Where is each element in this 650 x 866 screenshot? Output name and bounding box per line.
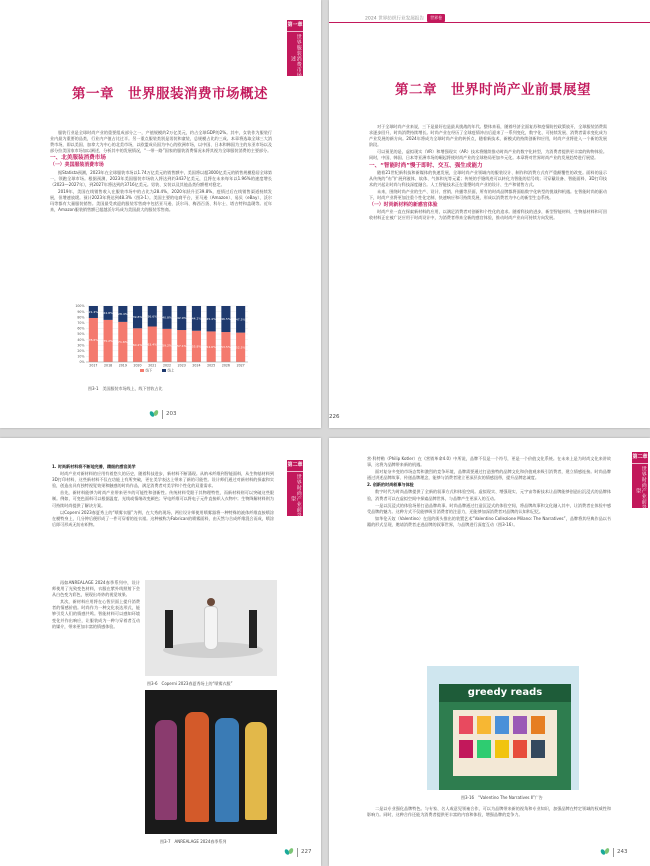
data-label: 78.6% xyxy=(88,338,99,343)
figure-caption: 图3-6 Coperni 2023春夏秀场上的“喷雾衣服” xyxy=(147,681,233,686)
intro-paragraph: 对于全球时尚产业来说，三下是最好也是最具挑战的年代。整体来看，随着经济全面复苏和疫情防控政策放开，全球服装消费需求逐步回升，时尚消费持续增长。时尚产业在经历了全球疫情冲击后迎来了一系列变化，数字化、可持续发展、消费者需求变化成为产业发展的新方向。2024年将成为全球时尚产业的转折点，随着新技术、新模式的持续创新和应用，时尚产业将进入一个新的发展阶段。 xyxy=(369,124,607,148)
book-cover xyxy=(531,740,545,758)
page-number: 203 xyxy=(166,411,177,417)
data-label: 75.2% xyxy=(103,339,113,344)
y-tick-label: 40% xyxy=(77,337,85,342)
data-label: 45.4% xyxy=(206,316,216,321)
body-paragraph: 2019年，美国在线销售收入在服装市场中的占比为28.4%，2020年跃升至39.8%，疫情过后在线销售渠道持续发展，但增速放缓。预计2023年将达到48.3%（图3-1）。美国主要的电商平台，亚马逊（Amazon）、易贝（eBay）、沃尔玛等都有大量服装销售。美国最受欢迎的服装零售商中包括亚马逊、沃尔玛、梅西百货、科尔士、塔吉特和盖璞等。近年来，Amazon服装销售额已超越沃尔玛成为美国最大的服装零售商。 xyxy=(50,188,272,213)
section-heading: 一、“智能时尚”慢于即时、交互、强生成能力 xyxy=(369,162,483,169)
y-tick-label: 10% xyxy=(77,354,85,359)
chapter-title: 第二章 世界时尚产业前景展望 xyxy=(395,82,591,98)
body-paragraph: 一是以沉浸式的体验场景打造品牌故事。时尚品牌通过打造沉浸式的体验空间，将品牌故事和文化融入其中，让消费者在体验中感受品牌的魅力。这种方式不仅能够吸引消费者的注意力，还能够加深消费者对品牌的认知和记忆。 xyxy=(367,502,611,514)
data-label: 44.2% xyxy=(191,316,202,321)
publisher-logo xyxy=(150,409,159,418)
store-sign: greedy reads xyxy=(439,684,571,702)
footer-divider xyxy=(613,848,614,857)
model-2 xyxy=(185,712,209,822)
data-label: 40.8% xyxy=(162,315,172,320)
body-heading: 1. 时尚新材料将不断地完善，精细的感官美学 xyxy=(52,464,136,469)
publisher-logo xyxy=(285,847,294,856)
body-paragraph: 再如ANREALAGE 2024春季系列中，设计师使用了光致变色材料，衣服在紫外线照射下会从白色变为彩色，展现出奇妙的视觉效果。 xyxy=(52,580,140,598)
figure-caption: 图3-1 美国服装市场线上、线下营收占比 xyxy=(88,386,163,391)
chapter-tab-title: 第二章 xyxy=(287,463,303,472)
y-tick-label: 70% xyxy=(77,321,85,325)
page-number: 226 xyxy=(329,414,340,420)
data-label: 39.8% xyxy=(132,315,143,320)
x-tick-label: 2024 xyxy=(192,363,201,368)
x-tick-label: 2020 xyxy=(133,363,142,368)
page-227 xyxy=(0,438,321,866)
data-label: 28.4% xyxy=(118,312,128,317)
book-cover xyxy=(513,716,527,734)
data-label: 60.2% xyxy=(132,343,143,348)
y-tick-label: 30% xyxy=(77,343,85,348)
chapter-tab[interactable] xyxy=(287,20,303,84)
body-paragraph: 营·科特勒（Philip Kotler）在《营销革命4.0》中所说，品牌不仅是一个符号，更是一个价值文化系统。在未来上是为时尚文化来讲故事，这将为品牌带来新的机遇。 xyxy=(367,456,611,468)
model-4 xyxy=(245,722,267,820)
data-label: 55.8% xyxy=(191,344,202,349)
anrealage-collection-photo xyxy=(145,690,277,834)
legend-label: 线下 xyxy=(145,368,153,373)
header-text: 2024 世界纺织行业发展报告 xyxy=(365,16,425,22)
data-label: 52.5% xyxy=(235,345,246,350)
legend-swatch-线上 xyxy=(162,369,166,372)
chapter-tab[interactable] xyxy=(287,460,303,524)
body-paragraph: 数字时代为时尚品牌提供了全新的叙事方式和体验空间。虚拟现实、增强现实、元宇宙等新技术让品牌能够创造出沉浸式的品牌体验，消费者可以在虚拟空间中探索品牌世界，与品牌产生更深入的互动。 xyxy=(367,489,611,501)
model-1 xyxy=(155,720,177,820)
data-label: 47.5% xyxy=(235,317,246,322)
footer-divider xyxy=(162,410,163,419)
y-tick-label: 50% xyxy=(77,332,85,337)
model-head xyxy=(207,598,215,606)
data-label: 71.6% xyxy=(118,340,128,345)
book-cover xyxy=(531,716,545,734)
page1-body xyxy=(50,130,272,214)
intro-paragraph: 服装行业是全球时尚产业的重要组成部分之一，产值规模约2万亿美元，约占全球GDP的2%。其中，女装作为服装行业内最为重要的品类，行业内产值占比过半。另一重点服装类别是男装和童装，总规模占比约三成。本章将选取全球三大消费市场，即以美国、加拿大为中心的北美市场，以欧盟成员国为中心的欧洲市场，以中国、日本和韩国为主的东亚市场以及部分拉美国家市场加以阐述，分析其中的发展情况，“一带一路”国家的服装消费情况未将其视为全球服装消费的主要部分。 xyxy=(50,130,272,154)
artist-left xyxy=(165,610,173,648)
x-tick-label: 2019 xyxy=(118,363,127,368)
shop-window xyxy=(453,710,557,776)
book-cover xyxy=(459,716,473,734)
page2-body xyxy=(369,124,607,222)
body-heading: 2. 创新的时尚叙事与体验 xyxy=(367,482,414,488)
y-tick-label: 20% xyxy=(77,349,85,353)
y-tick-label: 60% xyxy=(77,326,85,331)
book-cover xyxy=(495,740,509,758)
data-label: 21.4% xyxy=(88,310,99,315)
chapter-tab-subtitle: 世界时尚产业前景展望 xyxy=(635,466,647,516)
page-243 xyxy=(329,438,650,866)
data-label: 63.4% xyxy=(147,342,158,347)
chapter-tab-title: 第一章 xyxy=(287,23,303,32)
body-paragraph: 可以预见的是，虚拟现实（VR）和增强现实（AR）技术将继续推动时尚产业的数字化转型，为消费者提供更丰富的购物体验。同时，中国、韩国、日本等亚洲市场的崛起将使时尚产业的全球格局更加多元化。本章将对世界时尚产业的发展趋势进行展望。 xyxy=(369,149,607,161)
page4-body-top xyxy=(367,456,611,529)
x-tick-label: 2027 xyxy=(236,363,245,368)
data-label: 53.5% xyxy=(221,345,231,350)
x-tick-label: 2026 xyxy=(221,363,230,368)
chapter-title: 第一章 世界服装消费市场概述 xyxy=(72,86,268,102)
chapter-tab[interactable] xyxy=(632,452,648,516)
legend-swatch-线下 xyxy=(140,369,144,372)
page-226 xyxy=(329,0,650,428)
data-label: 36.6% xyxy=(147,314,158,319)
page-footer xyxy=(0,409,321,419)
section-heading: 一、北美服装消费市场 xyxy=(50,155,106,162)
coperni-spray-dress-photo xyxy=(145,580,277,676)
data-label: 54.6% xyxy=(206,344,216,349)
model-3 xyxy=(215,718,239,822)
figure-caption: 图3-7 ANREALAGE 2024春季系列 xyxy=(160,839,227,844)
page-footer xyxy=(0,847,321,857)
subsection-heading: （一）时尚新材料的新感官体验 xyxy=(369,202,438,209)
page-203 xyxy=(0,0,321,428)
chapter-tab-subtitle: 世界时尚产业前景展望 xyxy=(290,474,302,524)
footer-divider xyxy=(297,848,298,857)
figure-caption: 图3-16 “Valentino The Narratives Ⅱ”广告 xyxy=(461,795,543,800)
body-paragraph: 据Statista预测，2023年在全球服装市场以1.74万亿美元的销售额中，美国将以超3000亿美元的销售规模稳居全球第一，领跑全球市场。根据预测，2023年美国服装市场收入将达到约3437亿美元，且将在未来每年以1.96%的速度增长（2023—2027年），到2027年将达到约3716亿美元。男装、女装以及其他品类份额相对稳定。 xyxy=(50,169,272,187)
page4-body-bottom xyxy=(367,806,611,819)
body-paragraph: 如华伦天奴（Valentino）在纽约街头推出的装置艺术“Valentino Collezione Milano: The Narratives”，品牌将其经典作品以书籍的形式呈现，邀请消费者走进品牌的叙事世界，与品牌进行深度互动（图3-16）。 xyxy=(367,515,611,527)
y-tick-label: 100% xyxy=(75,304,85,309)
y-tick-label: 80% xyxy=(77,315,85,320)
body-paragraph: 时尚产业一直在探索新材料的应用，以满足消费者对创新和个性化的追求。随着科技的进步，新型智能材料、生物基材料和可回收材料正在被广泛应用于时尚设计中，为消费者带来全新的感官体验，推动时尚产业向可持续方向发展。 xyxy=(369,209,607,221)
page-number: 243 xyxy=(617,849,628,855)
online-offline-stacked-bar-chart xyxy=(72,304,252,376)
x-tick-label: 2017 xyxy=(89,363,98,368)
artist-right xyxy=(249,610,257,648)
body-paragraph: 面对复杂多变的市场态势和激烈的竞争环境，品牌需要通过打造独特的品牌文化和价值观来吸引消费者，建立情感连接。时尚品牌通过讲述品牌故事、传递品牌理念，能够与消费者建立更深层次的情感纽带，提升品牌忠诚度。 xyxy=(367,469,611,481)
data-label: 24.8% xyxy=(103,311,113,316)
body-paragraph: 首先，新材料能够为时尚产业带来更多的可能性和创新性。传统材料受限于其物理特性，而新材料则可以突破这些限制。例如，可变色面料可以根据温度、光线或情绪改变颜色；导电纤维可以将电子元件直接织入衣物中；生物降解材料则为可持续时尚提供了解决方案。 xyxy=(52,490,274,508)
data-label: 57.1% xyxy=(176,344,187,349)
x-tick-label: 2025 xyxy=(207,363,216,368)
legend-label: 线上 xyxy=(167,368,175,373)
body-paragraph: 未来，围绕时尚产业的生产、设计、营销、传播等层面，所有的时尚品牌都将面临数字化转型的挑战和机遇。在智能时尚的驱动下，时尚产业将更加注重个性化定制、快速响应和可持续发展，形成以消费者为中心的新型生态系统。 xyxy=(369,188,607,201)
y-tick-label: 0% xyxy=(79,360,85,365)
header-badge: 世界卷 xyxy=(427,14,445,22)
greedy-reads-store-photo xyxy=(427,666,579,790)
body-paragraph: 二是以专业强化品牌特色。与专家、名人或意见领袖合作，可以为品牌带来新的视角和专业知识，加强品牌在特定领域的权威性和影响力。同时，这种合作还能为消费者提供更丰富的内容和体验，增强品牌的竞争力。 xyxy=(367,806,611,818)
spray-dress xyxy=(204,606,218,650)
book-cover xyxy=(513,740,527,758)
x-tick-label: 2018 xyxy=(104,363,113,368)
body-paragraph: 随着21世纪新科技和新媒体的快速发展，全球时尚产业领域内的服装设计、制作和消费方式有严重颠覆性的改变。面料的显示从传统的“布”扩展到液体、软体、气体和光等元素；传统的手缝线迹可以转化为智能的信号线；可穿戴设备、智能面料、3D打印技术的兴起让时尚与科技深度融合。人工智能技术正在重塑时尚产业的设计、生产和销售方式。 xyxy=(369,169,607,187)
page-footer xyxy=(329,847,650,857)
book-cover xyxy=(477,716,491,734)
chapter-tab-subtitle: 世界服装消费市场概述 xyxy=(290,34,302,84)
data-label: 46.5% xyxy=(221,317,231,322)
publisher-logo xyxy=(601,847,610,856)
header-rule xyxy=(329,22,650,23)
x-tick-label: 2023 xyxy=(177,363,186,368)
y-tick-label: 90% xyxy=(77,309,85,314)
data-label: 42.9% xyxy=(176,316,187,321)
x-tick-label: 2021 xyxy=(148,363,157,368)
book-cover xyxy=(477,740,491,758)
running-header xyxy=(365,14,445,22)
chapter-tab-title: 第二章 xyxy=(632,455,648,464)
page3-body-top xyxy=(52,464,274,529)
book-cover xyxy=(495,716,509,734)
body-paragraph: 时尚产业对新材料的应用有着悠久的历史，随着科技进步，新材料不断涌现。从纳米纤维到智能面料，从生物基材料到3D打印材料，这些新材料不仅在功能上有所突破，更在美学表达上带来了新的可能性。设计师们通过对新材料的探索和实验，创造出具有独特视觉效果和触感的时尚作品，满足消费者对美学和个性化的双重需求。 xyxy=(52,471,274,489)
body-paragraph: 以Coperni 2023春夏秀上的“喷雾衣服”为例，在大秀的现场，两位设计师使用喷雾器将一种特殊的液体纤维直接喷涂在模特身上，几分钟后便形成了一件可穿着的连衣裙。这种被称为Fabrican的喷雾面料，由天然与合成纤维混合而成，喷涂后即可形成无纺布织物。 xyxy=(52,509,274,527)
data-label: 59.2% xyxy=(162,343,172,348)
x-tick-label: 2022 xyxy=(162,363,172,368)
page-number: 227 xyxy=(301,849,312,855)
body-paragraph: 其次，新材料应用将在心智层面上提升消费者的情感价值。时尚作为一种文化表达形式，能够引发人们的情感共鸣。智能材料可以感知环境变化并作出响应，让服装成为一种与穿着者互动的媒介，带来更加丰富的情感体验。 xyxy=(52,599,140,629)
subsection-heading: （一）美国服装消费市场 xyxy=(50,162,104,169)
page3-body-column xyxy=(52,580,140,850)
book-cover xyxy=(459,740,473,758)
